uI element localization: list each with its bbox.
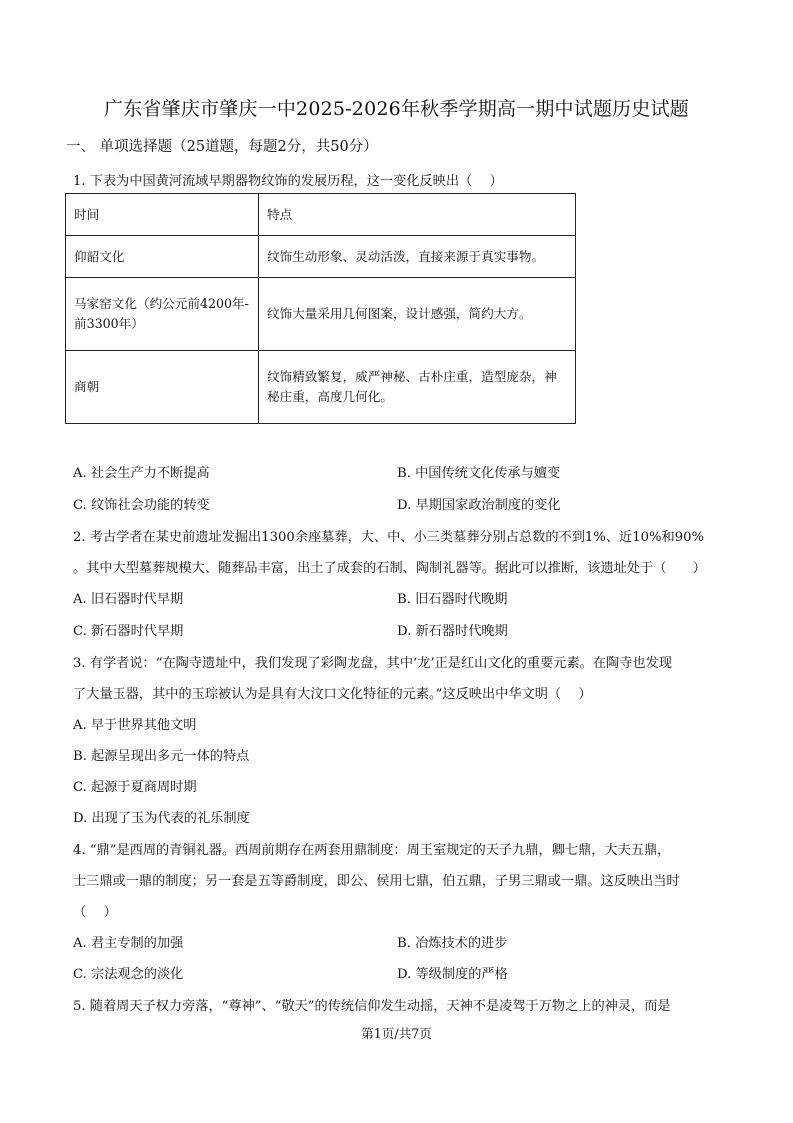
question-5-stem-line: 5. 随着周天子权力旁落，“尊神”、“敬天”的传统信仰发生动摇，天神不是凌驾于万物之上的神灵，而是 [73, 999, 671, 1014]
table-cell: 仰韶文化 [66, 236, 259, 278]
question-2-stem-line: 2. 考古学者在某史前遗址发掘出1300余座墓葬，大、中、小三类墓葬分别占总数的不到1%、近10%和90% [73, 530, 705, 545]
table-header-row [66, 194, 576, 236]
table-row [66, 278, 576, 351]
table-header-cell: 时间 [66, 194, 259, 236]
page-footer: 第1页/共7页 [361, 1026, 432, 1041]
question-4-stem-line: 4. “鼎”是西周的青铜礼器。西周前期存在两套用鼎制度：周王室规定的天子九鼎，卿七鼎，大夫五鼎， [73, 843, 671, 858]
question-3-option-c[interactable]: C. 起源于夏商周时期 [73, 780, 197, 795]
question-4-option-d[interactable]: D. 等级制度的严格 [397, 967, 508, 982]
question-2-option-c[interactable]: C. 新石器时代早期 [73, 624, 184, 639]
question-2-option-d[interactable]: D. 新石器时代晚期 [397, 624, 508, 639]
question-1-option-c[interactable]: C. 纹饰社会功能的转变 [73, 498, 210, 513]
table-cell: 纹饰大量采用几何图案，设计感强，简约大方。 [259, 278, 576, 351]
question-1-stem: 1. 下表为中国黄河流域早期器物纹饰的发展历程，这一变化反映出（ ） [73, 174, 503, 189]
question-2-option-a[interactable]: A. 旧石器时代早期 [73, 592, 184, 607]
table-cell: 纹饰生动形象、灵动活泼，直接来源于真实事物。 [259, 236, 576, 278]
page-title: 广东省肇庆市肇庆一中2025-2026年秋季学期高一期中试题历史试题 [104, 98, 689, 120]
question-2-option-b[interactable]: B. 旧石器时代晚期 [397, 592, 508, 607]
question-3-stem-line: 了大量玉器，其中的玉琮被认为是具有大汶口文化特征的元素。”这反映出中华文明（ ） [73, 687, 592, 702]
question-1-option-d[interactable]: D. 早期国家政治制度的变化 [397, 498, 561, 513]
table-cell: 纹饰精致繁复，威严神秘、古朴庄重，造型庞杂，神秘庄重，高度几何化。 [259, 351, 576, 424]
question-3-stem-line: 3. 有学者说：“在陶寺遗址中，我们发现了彩陶龙盘，其中‘龙’正是红山文化的重要元素。在陶寺也发现 [73, 656, 672, 671]
question-3-option-d[interactable]: D. 出现了玉为代表的礼乐制度 [73, 811, 250, 826]
question-4-stem-line: 士三鼎或一鼎的制度；另一套是五等爵制度，即公、侯用七鼎，伯五鼎，子男三鼎或一鼎。这反映出当时 [73, 874, 680, 889]
section-heading: 一、 单项选择题（25道题，每题2分，共50分） [66, 139, 378, 155]
question-1-option-b[interactable]: B. 中国传统文化传承与嬗变 [397, 466, 561, 481]
table-cell: 马家窑文化（约公元前4200年-前3300年） [66, 278, 259, 351]
question-4-option-a[interactable]: A. 君主专制的加强 [73, 936, 184, 951]
question-4-option-b[interactable]: B. 冶炼技术的进步 [397, 936, 508, 951]
question-2-stem-line: 。其中大型墓葬规模大、随葬品丰富，出土了成套的石制、陶制礼器等。据此可以推断，该遗址处于（ ） [73, 561, 706, 576]
table-cell: 商朝 [66, 351, 259, 424]
question-3-option-a[interactable]: A. 早于世界其他文明 [73, 718, 197, 733]
question-4-option-c[interactable]: C. 宗法观念的淡化 [73, 967, 184, 982]
question-3-option-b[interactable]: B. 起源呈现出多元一体的特点 [73, 749, 250, 764]
table-header-cell: 特点 [259, 194, 576, 236]
table-row [66, 351, 576, 424]
question-4-stem-line: （ ） [73, 905, 117, 920]
question-1-table [65, 193, 576, 424]
table-row [66, 236, 576, 278]
question-1-option-a[interactable]: A. 社会生产力不断提高 [73, 466, 210, 481]
